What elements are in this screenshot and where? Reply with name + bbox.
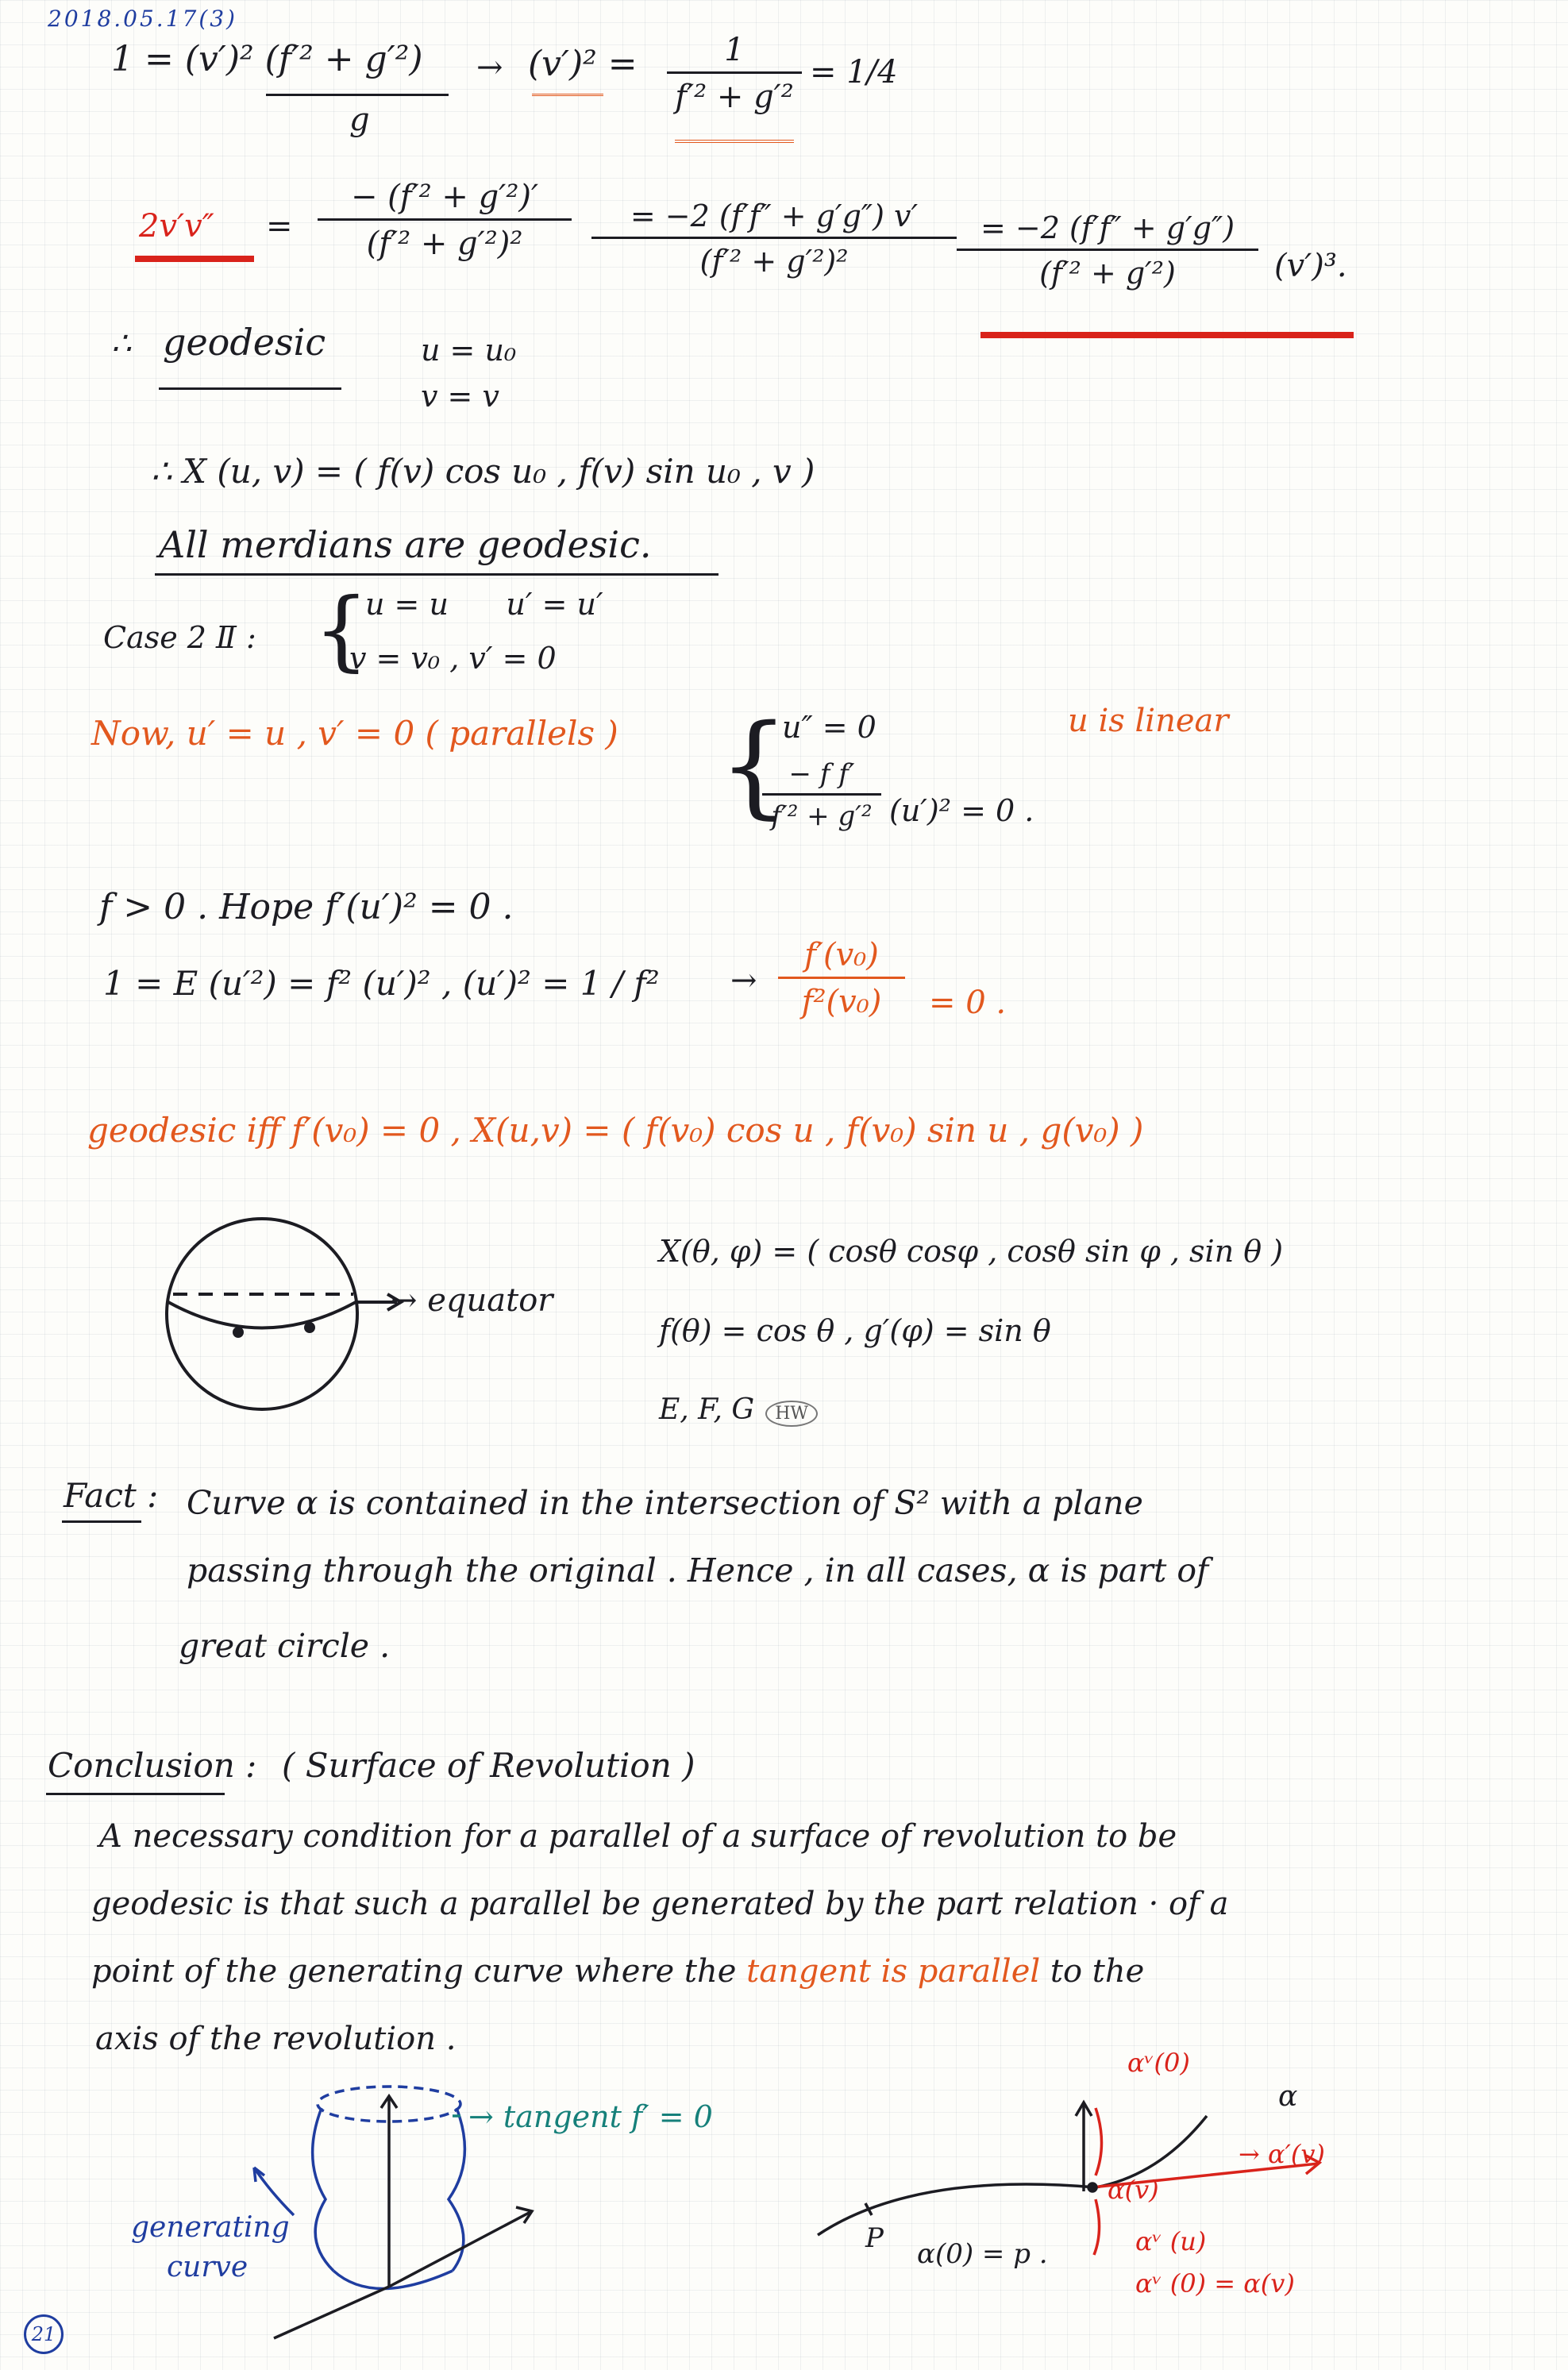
alpha-label: α (1278, 2080, 1298, 2113)
v-eq-v: v = v (421, 379, 499, 414)
conclusion-line1: A necessary condition for a parallel of a surface of revolution to be (99, 1818, 1177, 1855)
u-dprime-zero: u″ = 0 (782, 710, 876, 745)
sphere-efg (659, 1393, 818, 1427)
fact-underline (62, 1520, 141, 1523)
fact-line3: great circle . (179, 1627, 391, 1665)
ff-frac-num: − f f′ (788, 758, 855, 790)
frac-one-den: f′² + g′² (667, 71, 802, 115)
curve-label: curve (167, 2251, 248, 2283)
conclusion-line4: axis of the revolution . (95, 2021, 457, 2057)
now-parallels: Now, u′ = u , v′ = 0 ( parallels ) (91, 714, 618, 753)
lhs-frac-den: g (349, 102, 370, 138)
conclusion-line2: geodesic is that such a parallel be generated by the part relation · of a (91, 1886, 1229, 1922)
v-cubed: (v′)³. (1274, 248, 1347, 284)
meridians-statement: All merdians are geodesic. (159, 523, 652, 566)
conclusion-line3-a: point of the generating curve where the (91, 1953, 737, 1990)
result-frac-den: f²(v₀) (778, 977, 905, 1020)
homework-badge: HW (765, 1401, 818, 1427)
arrow-1: → (476, 49, 503, 86)
sphere-param: X(θ, φ) = ( cosθ cosφ , cosθ sin φ , sin θ ) (659, 1234, 1284, 1269)
fact-line2: passing through the original . Hence , in all cases, α is part of (187, 1551, 1209, 1590)
case2-brace: { (314, 579, 369, 680)
alpha-vu-label: αᵛ (u) (1135, 2226, 1207, 2256)
point-p-label: P (865, 2222, 884, 2254)
sphere-fg: f(θ) = cos θ , g′(φ) = sin θ (659, 1313, 1051, 1348)
eq-sign-2: = (266, 208, 293, 245)
geodesic-iff: geodesic iff f′(v₀) = 0 , X(u,v) = ( f(v₀) cos u , f(v₀) sin u , g(v₀) ) (87, 1111, 1144, 1150)
generating-label: generating (131, 2211, 290, 2244)
efg-text: E, F, G (659, 1393, 755, 1426)
eq-quarter: = 1/4 (810, 54, 898, 91)
param-meridian: ∴ X (u, v) = ( f(v) cos u₀ , f(v) sin u₀ , v ) (151, 452, 815, 491)
conclusion-title: ( Surface of Revolution ) (282, 1746, 695, 1785)
page-number: 21 (24, 2314, 64, 2354)
sphere-drawing (167, 1219, 401, 1409)
case2-label: Case 2 Ⅱ : (103, 620, 256, 655)
equator-label: → equator (391, 1282, 553, 1319)
frac-2c-den: (f′² + g′²) (957, 249, 1258, 291)
two-v-v-dprime: 2v′v″ (139, 208, 214, 245)
alpha-prime-label: → α′(v) (1239, 2139, 1325, 2169)
result-frac-num: f′(v₀) (804, 937, 879, 973)
frac-2a-num: − (f′² + g′²)′ (350, 179, 539, 215)
ff-frac-den: f′² + g′² (762, 793, 881, 832)
conclusion-label: Conclusion : (48, 1746, 257, 1785)
fact-line1: Curve α is contained in the intersection of S² with a plane (187, 1484, 1143, 1522)
conclusion-line3-c: to the (1050, 1953, 1145, 1990)
alpha0-label: α(0) = p . (917, 2238, 1048, 2270)
conclusion-line3 (91, 1953, 1144, 1990)
frac-2b-num: = −2 (f′f″ + g′g″) v′ (630, 198, 919, 233)
now-brace: { (719, 701, 790, 830)
tangent-is-parallel: tangent is parallel (746, 1953, 1041, 1990)
energy-arrow: → (730, 962, 757, 999)
case2-line1: u = u u′ = u′ (365, 587, 603, 622)
date-header: 2018.05.17(3) (48, 6, 237, 32)
vprime-sq: (v′)² = (528, 44, 638, 84)
frac-one-num: 1 (724, 32, 745, 68)
alpha-v-label: α(v) (1108, 2175, 1159, 2205)
conclusion-underline (46, 1793, 225, 1795)
frac-2c-num: = −2 (f′f″ + g′g″) (980, 210, 1235, 245)
result-tail: = 0 . (929, 985, 1007, 1021)
ff-tail: (u′)² = 0 . (889, 793, 1034, 828)
alpha-v0-label: αᵛ(0) (1127, 2048, 1190, 2078)
geodesic-heading: geodesic (163, 321, 326, 364)
frac-2b-den: (f′² + g′²)² (591, 237, 957, 279)
tangent-label: → tangent f′ = 0 (468, 2099, 713, 2134)
u-eq-u0: u = u₀ (421, 333, 517, 368)
case2-line2: v = v₀ , v′ = 0 (349, 641, 557, 676)
fact-label: Fact : (64, 1476, 159, 1515)
therefore-symbol: ∴ (111, 326, 132, 362)
u-is-linear: u is linear (1068, 703, 1229, 739)
eq-unit-speed-lhs: 1 = (v′)² (f′² + g′²) (111, 39, 423, 79)
energy-line: 1 = E (u′²) = f² (u′)² , (u′)² = 1 / f² (103, 964, 660, 1003)
frac-2a-den: (f′² + g′²)² (318, 218, 572, 262)
alpha-v0-eq-label: αᵛ (0) = α(v) (1135, 2268, 1295, 2299)
hope-line: f > 0 . Hope f′(u′)² = 0 . (99, 887, 514, 927)
curve-diagram-drawing (818, 2102, 1320, 2255)
